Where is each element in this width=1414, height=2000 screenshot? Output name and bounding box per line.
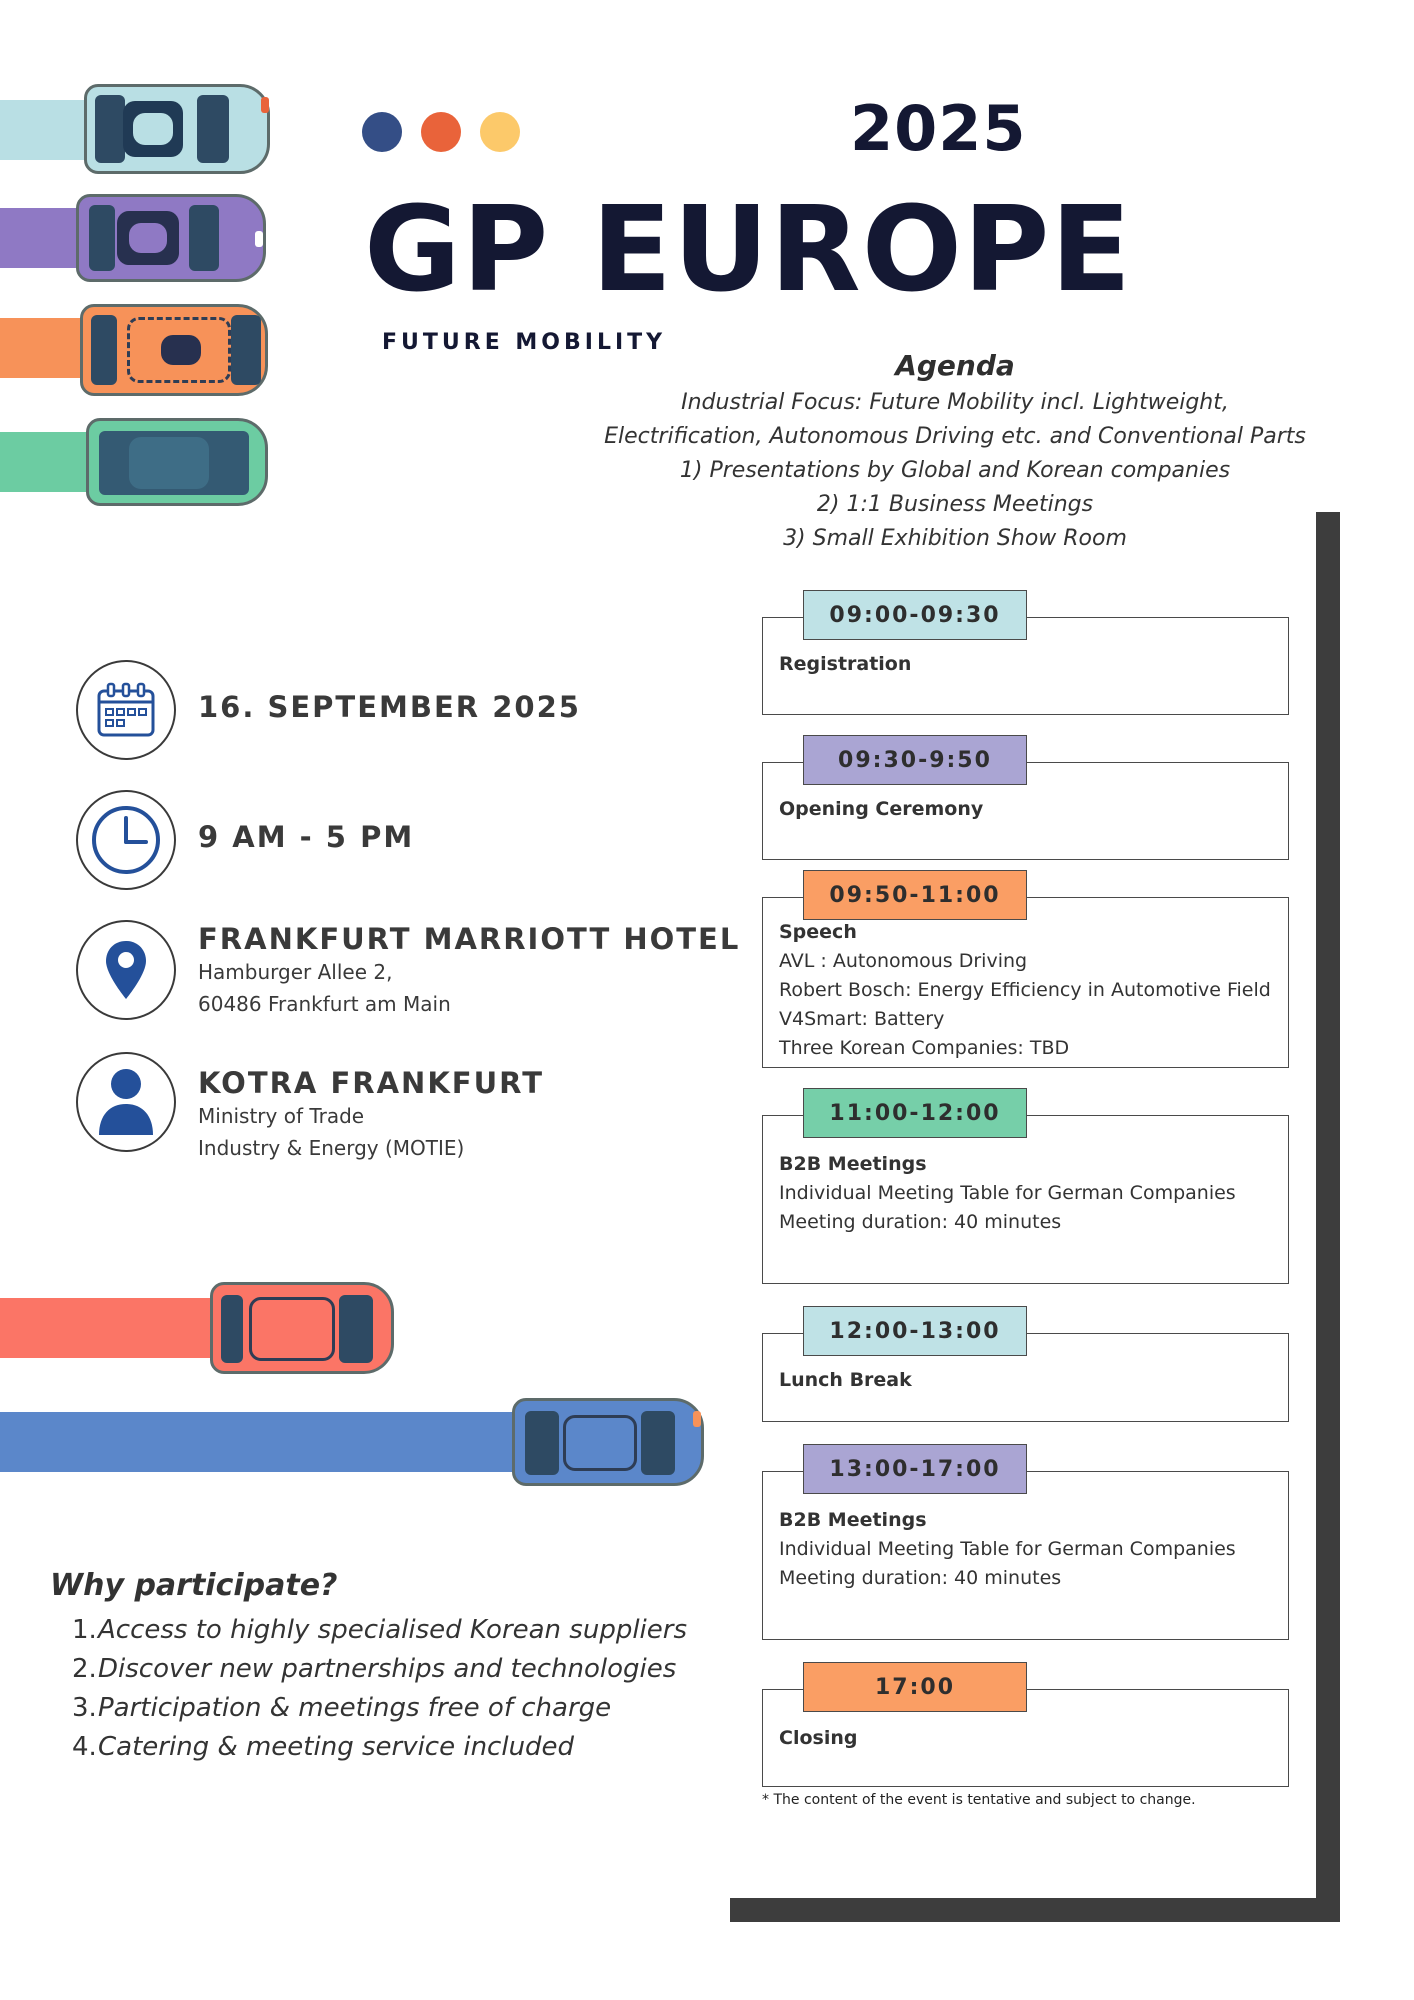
event-time: 9 AM - 5 PM <box>198 820 415 854</box>
agenda-summary <box>600 346 1310 556</box>
slot-line: Meeting duration: 40 minutes <box>779 1211 1062 1233</box>
venue-address-line2: 60486 Frankfurt am Main <box>198 992 451 1016</box>
list-item-number: 1. <box>72 1615 97 1645</box>
schedule-slot-b2b-afternoon <box>762 1444 1289 1640</box>
slot-time-badge: 09:30-9:50 <box>803 735 1027 785</box>
schedule-slot-lunch <box>762 1306 1289 1422</box>
car-body <box>512 1398 704 1486</box>
slot-time-badge: 09:50-11:00 <box>803 870 1027 920</box>
slot-line: Three Korean Companies: TBD <box>779 1037 1070 1059</box>
why-participate <box>50 1568 687 1767</box>
slot-label: Lunch Break <box>779 1369 912 1391</box>
slot-time-badge: 09:00-09:30 <box>803 590 1027 640</box>
agenda-line: Electrification, Autonomous Driving etc. and Conventional Parts <box>604 424 1306 449</box>
slot-label: B2B Meetings <box>779 1153 927 1175</box>
schedule-slot-closing <box>762 1662 1289 1787</box>
slot-time-badge: 11:00-12:00 <box>803 1088 1027 1138</box>
info-date <box>76 660 581 760</box>
list-item-text: Participation & meetings free of charge <box>98 1693 612 1723</box>
event-subtitle: FUTURE MOBILITY <box>382 330 667 355</box>
slot-line: Robert Bosch: Energy Efficiency in Automotive Field <box>779 979 1271 1001</box>
disclaimer: * The content of the event is tentative and subject to change. <box>762 1792 1196 1808</box>
slot-label: Closing <box>779 1727 858 1749</box>
slot-line: Individual Meeting Table for German Companies <box>779 1182 1236 1204</box>
car-body <box>80 304 268 396</box>
schedule-frame-bottom <box>730 1898 1340 1922</box>
organizer-line1: Ministry of Trade <box>198 1104 365 1128</box>
car-trail <box>0 432 90 492</box>
car-body <box>76 194 266 282</box>
agenda-line: 2) 1:1 Business Meetings <box>816 492 1094 517</box>
slot-label: Speech <box>779 921 857 943</box>
car-trail <box>0 318 90 378</box>
slot-time-badge: 12:00-13:00 <box>803 1306 1027 1356</box>
car-trail <box>0 1412 520 1472</box>
slot-box <box>762 1115 1289 1284</box>
venue-name: FRANKFURT MARRIOTT HOTEL <box>198 922 741 956</box>
list-item <box>72 1689 687 1728</box>
decorative-dots <box>362 112 520 152</box>
dot-navy <box>362 112 402 152</box>
slot-line: Meeting duration: 40 minutes <box>779 1567 1062 1589</box>
person-icon <box>76 1052 176 1152</box>
slot-label: B2B Meetings <box>779 1509 927 1531</box>
schedule-slot-opening <box>762 735 1289 860</box>
list-item-text: Catering & meeting service included <box>98 1732 575 1762</box>
slot-line: AVL : Autonomous Driving <box>779 950 1028 972</box>
why-list <box>72 1611 687 1767</box>
schedule-frame-right <box>1316 512 1340 1922</box>
info-venue <box>76 920 740 1020</box>
car-body <box>84 84 270 174</box>
calendar-icon <box>76 660 176 760</box>
slot-box <box>762 897 1289 1068</box>
car-trail <box>0 1298 218 1358</box>
schedule-slot-speech <box>762 870 1289 1068</box>
schedule-slot-registration <box>762 590 1289 715</box>
info-organizer <box>76 1052 544 1164</box>
list-item-text: Discover new partnerships and technologies <box>98 1654 677 1684</box>
why-title: Why participate? <box>50 1568 338 1603</box>
slot-line: Individual Meeting Table for German Companies <box>779 1538 1236 1560</box>
slot-time-badge: 13:00-17:00 <box>803 1444 1027 1494</box>
list-item-number: 2. <box>72 1654 97 1684</box>
slot-label: Opening Ceremony <box>779 798 984 820</box>
dot-yellow <box>480 112 520 152</box>
event-year: 2025 <box>850 92 1027 165</box>
agenda-title: Agenda <box>895 349 1015 382</box>
slot-time-badge: 17:00 <box>803 1662 1027 1712</box>
agenda-line: 1) Presentations by Global and Korean companies <box>679 458 1231 483</box>
list-item <box>72 1611 687 1650</box>
dot-orange <box>421 112 461 152</box>
organizer-name: KOTRA FRANKFURT <box>198 1066 544 1100</box>
list-item <box>72 1650 687 1689</box>
car-body <box>86 418 268 506</box>
agenda-line: 3) Small Exhibition Show Room <box>783 526 1127 551</box>
venue-address-line1: Hamburger Allee 2, <box>198 960 393 984</box>
slot-box <box>762 1471 1289 1640</box>
info-time <box>76 790 414 890</box>
list-item-number: 4. <box>72 1732 97 1762</box>
agenda-line: Industrial Focus: Future Mobility incl. Lightweight, <box>681 390 1229 415</box>
organizer-line2: Industry & Energy (MOTIE) <box>198 1136 465 1160</box>
car-body <box>210 1282 394 1374</box>
car-trail <box>0 100 90 160</box>
schedule-slot-b2b-morning <box>762 1088 1289 1284</box>
list-item-number: 3. <box>72 1693 97 1723</box>
list-item-text: Access to highly specialised Korean suppliers <box>98 1615 688 1645</box>
event-title: GP EUROPE <box>364 180 1133 318</box>
clock-icon <box>76 790 176 890</box>
list-item <box>72 1728 687 1767</box>
location-pin-icon <box>76 920 176 1020</box>
slot-line: V4Smart: Battery <box>779 1008 945 1030</box>
event-date: 16. SEPTEMBER 2025 <box>198 690 581 724</box>
slot-label: Registration <box>779 653 912 675</box>
